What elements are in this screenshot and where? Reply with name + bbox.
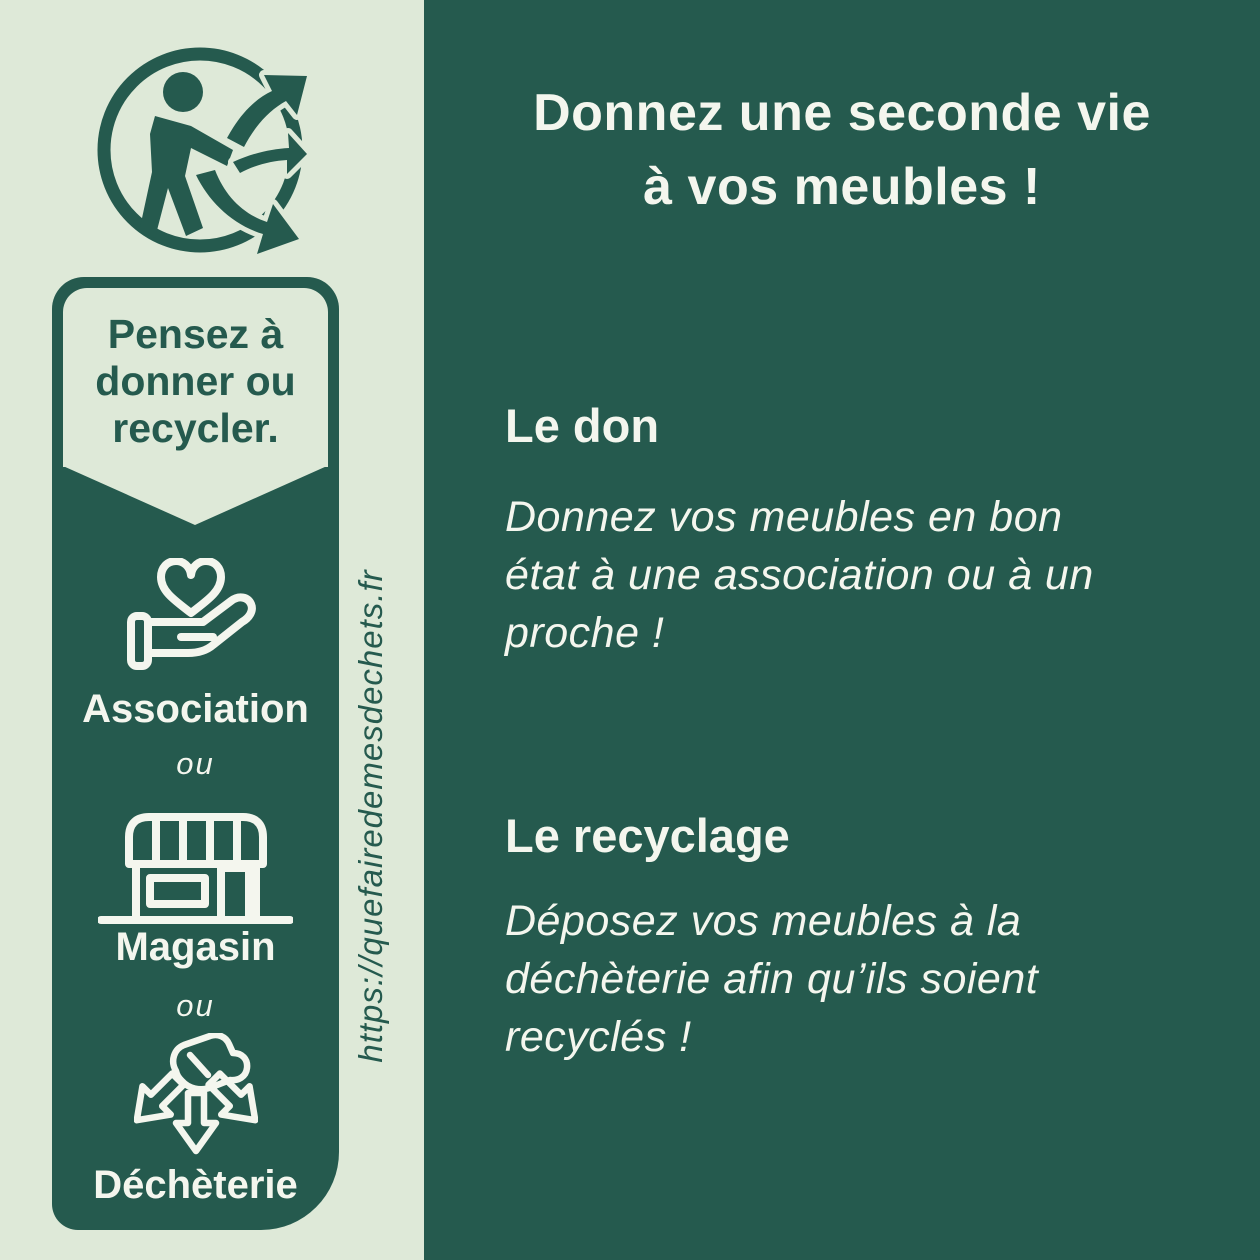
- heart-in-hand-icon: [127, 558, 263, 672]
- website-url: https://quefairedemesdechets.fr: [352, 569, 389, 1063]
- right-panel: [424, 0, 1260, 1260]
- body-line: déchèterie afin qu’ils soient: [505, 955, 1039, 1003]
- option-label-decheterie: Déchèterie: [93, 1163, 298, 1207]
- left-column: [0, 0, 424, 1260]
- triman-recycling-logo-icon: [95, 42, 310, 257]
- banner-line: donner ou: [95, 358, 296, 404]
- section-heading-recyclage: Le recyclage: [505, 809, 790, 862]
- storefront-icon: [98, 809, 293, 926]
- section-body-recyclage: [505, 892, 1205, 1066]
- separator-ou: ou: [176, 746, 215, 781]
- body-line: recyclés !: [505, 1013, 692, 1061]
- page-title-line: Donnez une seconde vie: [533, 84, 1151, 142]
- donation-ribbon: [52, 277, 339, 1230]
- hand-sorting-waste-icon: [134, 1033, 258, 1155]
- separator-ou: ou: [176, 988, 215, 1023]
- banner-text: [52, 311, 339, 452]
- body-line: Donnez vos meubles en bon: [505, 493, 1063, 541]
- page-title-line: à vos meubles !: [643, 158, 1041, 216]
- body-line: état à une association ou à un: [505, 551, 1094, 599]
- body-line: Déposez vos meubles à la: [505, 897, 1022, 945]
- banner-line: Pensez à: [107, 311, 284, 357]
- option-label-association: Association: [82, 687, 309, 731]
- option-label-magasin: Magasin: [115, 925, 276, 969]
- banner-line: recycler.: [112, 405, 279, 451]
- section-heading-don: Le don: [505, 399, 660, 452]
- banner-chevron: [63, 466, 327, 525]
- body-line: proche !: [505, 609, 665, 657]
- page-title: [424, 76, 1260, 224]
- section-body-don: [505, 488, 1205, 662]
